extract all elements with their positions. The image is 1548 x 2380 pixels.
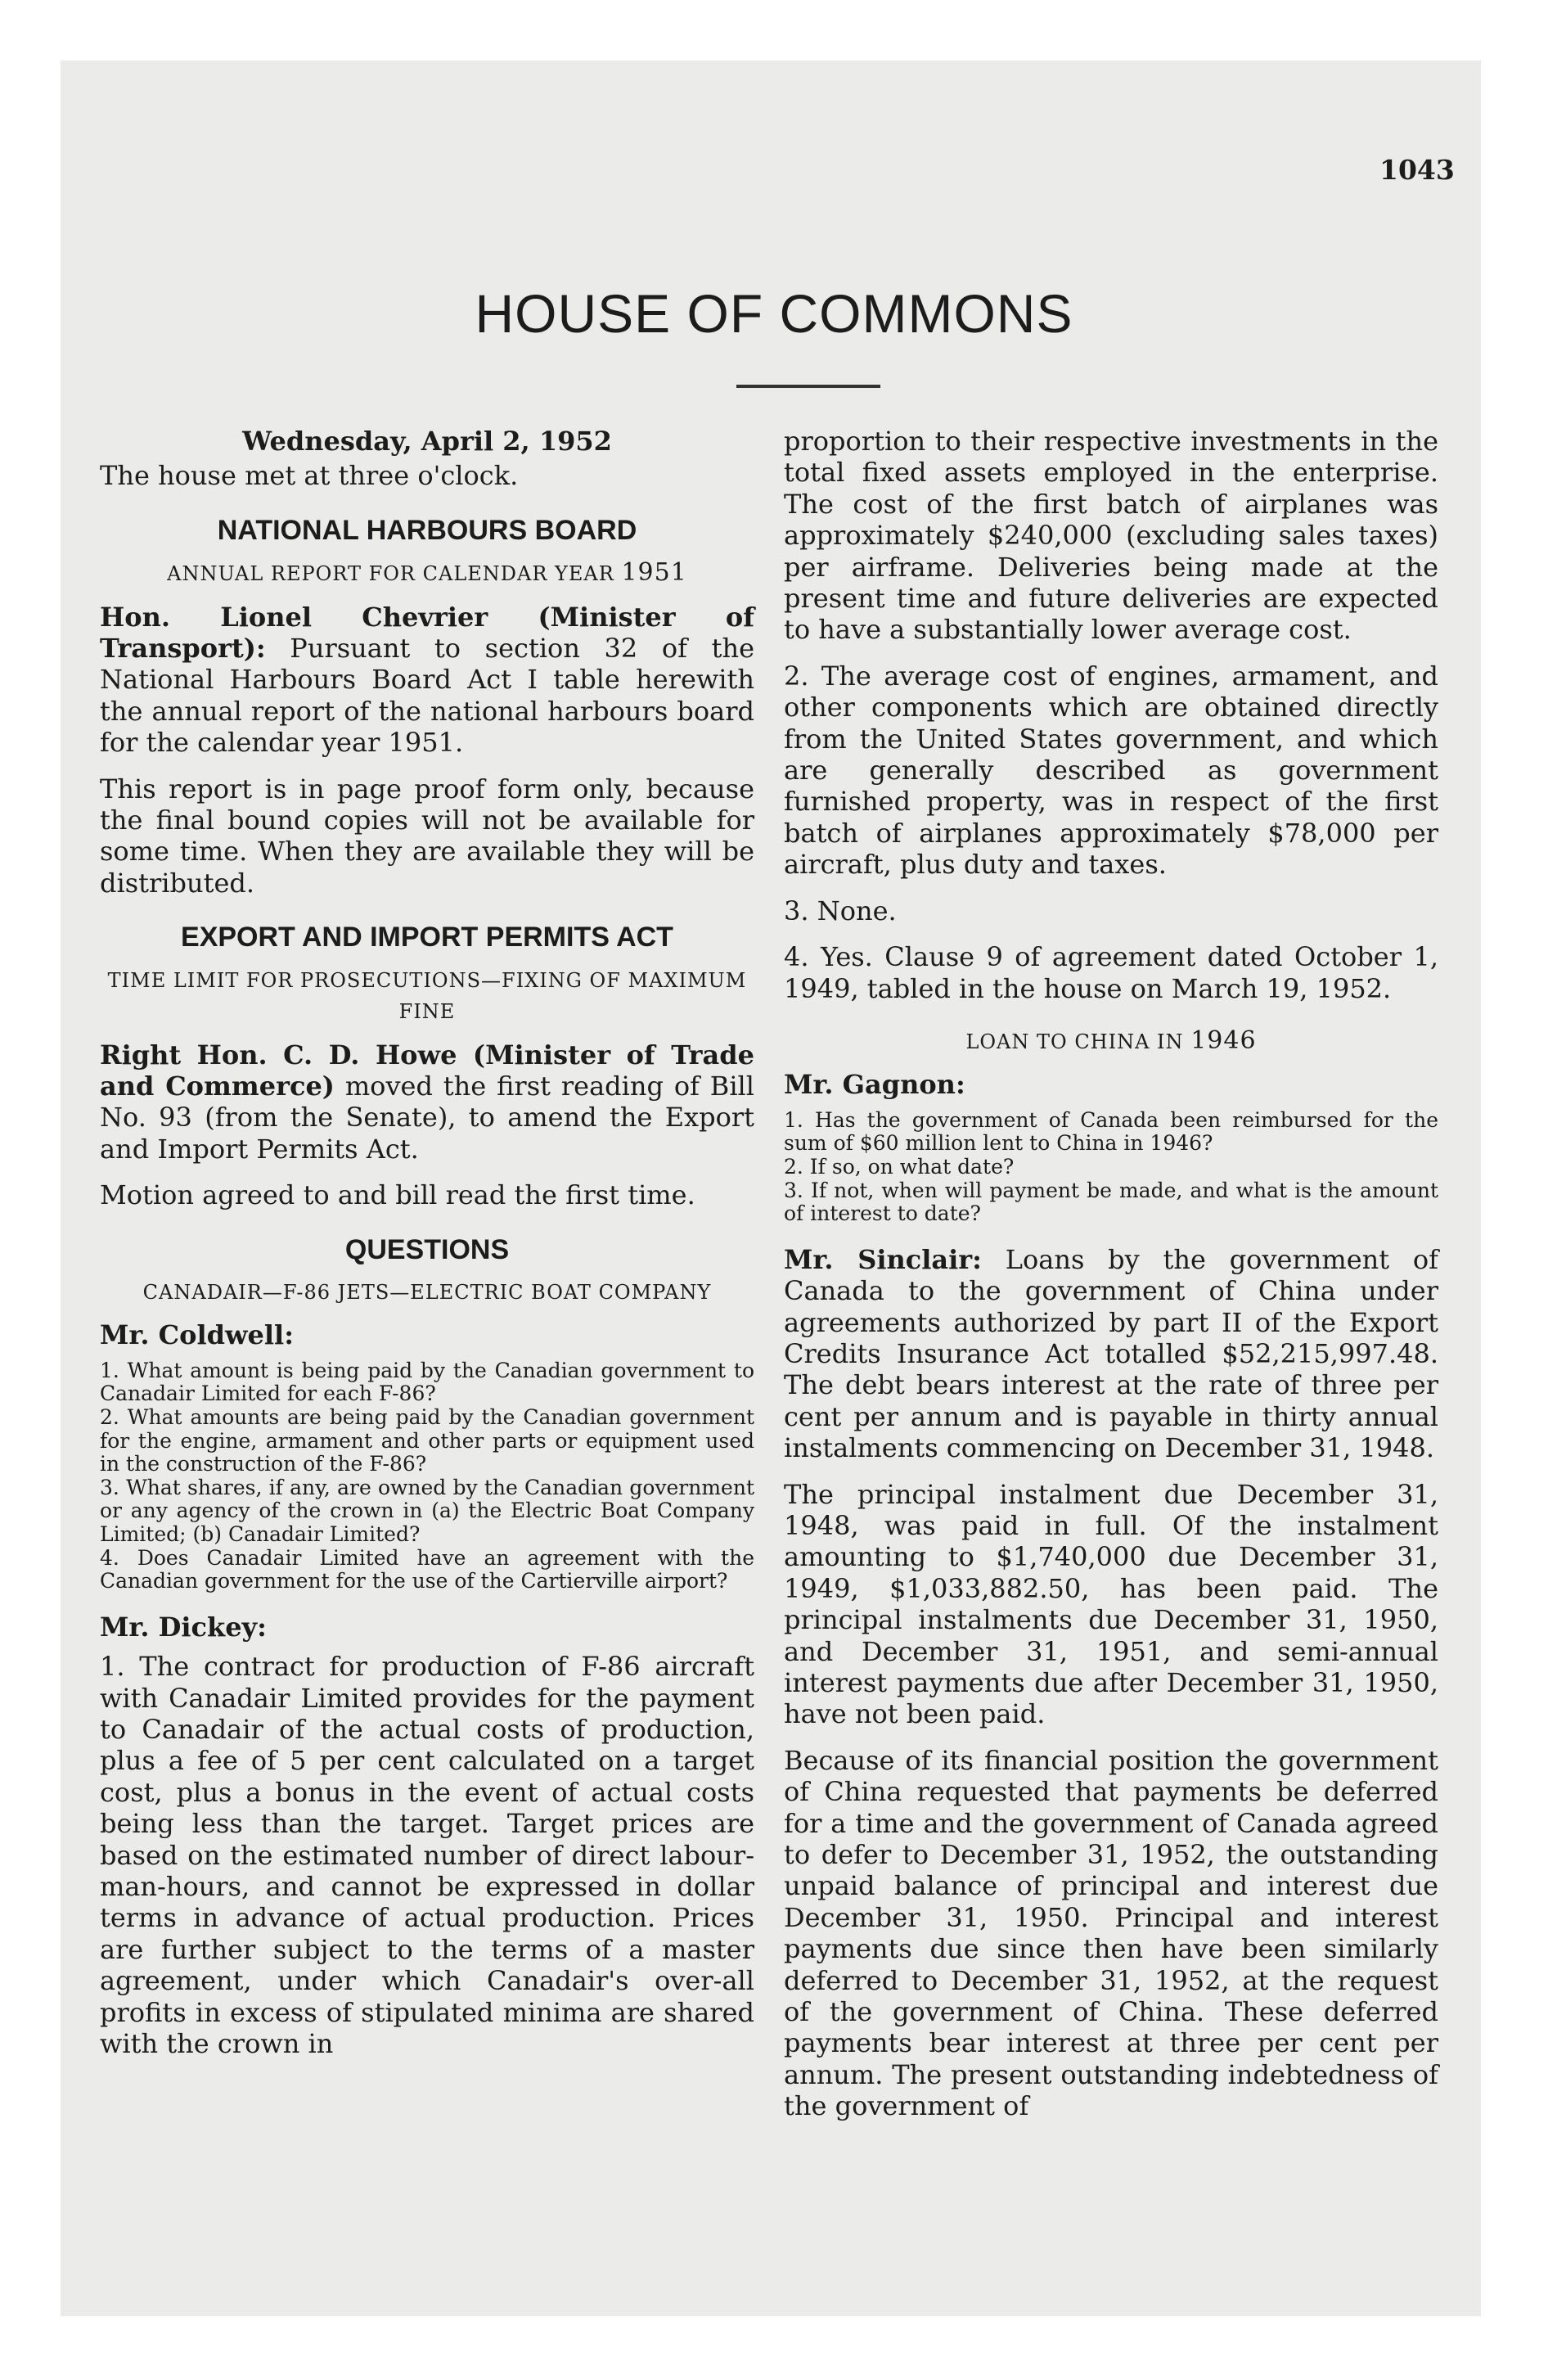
- chevrier-para1: Pursuant to section 32 of the National Harbours Board Act I table herewith the annual report of the national harbours board for the calendar year 1951.: [100, 633, 755, 759]
- loan-china-subheading-year: 1946: [1190, 1025, 1257, 1055]
- question-item: 2. What amounts are being paid by the Canadian government for the engine, armament and other parts or equipment used in the construction of the F-86?: [100, 1404, 754, 1476]
- speaker-coldwell: Mr. Coldwell:: [100, 1319, 294, 1351]
- question-item: 1. What amount is being paid by the Canadian government to Canadair Limited for each F-86?: [100, 1358, 754, 1406]
- national-harbours-subheading-year: 1951: [621, 558, 687, 588]
- question-item: 4. Does Canadair Limited have an agreement with the Canadian government for the use of the Cartierville airport?: [100, 1545, 754, 1593]
- dickey-answer-2: 2. The average cost of engines, armament, and other components which are obtained directly from the United States government, and which are generally described as government furnished property, was in respect of the first batch of airplanes approximately $78,000 per aircraft, plus duty and taxes.: [784, 660, 1438, 881]
- questions-heading: QUESTIONS: [344, 1233, 510, 1265]
- sinclair-para1: Loans by the government of Canada to the government of China under agreements authorized by part II of the Export Credits Insurance Act totalled $52,215,997.48. The debt bears interest at the rate of three per cent per annum and is payable in thirty annual instalments commencing on December 31, 1948.: [784, 1243, 1438, 1464]
- speaker-dickey: Mr. Dickey:: [100, 1611, 267, 1643]
- house-met-text: The house met at three o'clock.: [100, 460, 519, 492]
- export-import-heading: EXPORT AND IMPORT PERMITS ACT: [181, 922, 673, 953]
- loan-china-subheading-text: LOAN TO CHINA IN: [965, 1030, 1184, 1053]
- dickey-answer-3: 3. None.: [784, 895, 897, 926]
- question-item: 3. What shares, if any, are owned by the Canadian government or any agency of the crown in (a) the Electric Boat Company Limited; (b) Canadair Limited?: [100, 1475, 754, 1546]
- left-column: [100, 426, 754, 2074]
- chevrier-para2: This report is in page proof form only, because the final bound copies will not be available for some time. When they are available they will be distributed.: [100, 773, 754, 899]
- page-title: HOUSE OF COMMONS: [475, 283, 1073, 344]
- national-harbours-subheading-text: ANNUAL REPORT FOR CALENDAR YEAR: [167, 562, 614, 586]
- speaker-gagnon: Mr. Gagnon:: [784, 1069, 965, 1101]
- export-import-subheading: TIME LIMIT FOR PROSECUTIONS—FIXING OF MAXIMUM FINE: [107, 968, 747, 1024]
- dickey-answer-continued: proportion to their respective investments in the total fixed assets employed in the enterprise. The cost of the first batch of airplanes was approximately $240,000 (excluding sales taxes) per airframe. Deliveries being made at the present time and future deliveries are expected to have a substantially lower average cost.: [784, 426, 1438, 646]
- canadair-subheading: CANADAIR—F-86 JETS—ELECTRIC BOAT COMPANY: [142, 1280, 712, 1304]
- national-harbours-subheading: [100, 557, 754, 589]
- speaker-howe: Right Hon. C. D. Howe (Minister of Trade and Commerce): [100, 1039, 754, 1102]
- question-item: 3. If not, when will payment be made, and what is the amount of interest to date?: [784, 1178, 1438, 1226]
- speaker-sinclair: Mr. Sinclair:: [784, 1243, 982, 1275]
- title-rule: [736, 385, 880, 388]
- dickey-answer-4: 4. Yes. Clause 9 of agreement dated October 1, 1949, tabled in the house on March 19, 1952.: [784, 941, 1438, 1004]
- national-harbours-heading: NATIONAL HARBOURS BOARD: [217, 514, 637, 546]
- right-column: [784, 426, 1438, 2137]
- howe-motion: [100, 1039, 754, 1165]
- dickey-answer: 1. The contract for production of F-86 aircraft with Canadair Limited provides for the payment to Canadair of the actual costs of production, plus a fee of 5 per cent calculated on a target cost, plus a bonus in the event of actual costs being less than the target. Target prices are based on the estimated number of direct labour-man-hours, and cannot be expressed in dollar terms in advance of actual production. Prices are further subject to the terms of a master agreement, under which Canadair's over-all profits in excess of stipulated minima are shared with the crown in: [100, 1651, 754, 2059]
- chevrier-statement: [100, 602, 754, 759]
- sinclair-para2: The principal instalment due December 31, 1948, was paid in full. Of the instalment amounting to $1,740,000 due December 31, 1949, $1,033,882.50, has been paid. The principal instalments due December 31, 1950, and December 31, 1951, and semi-annual interest payments due after December 31, 1950, have not been paid.: [784, 1478, 1438, 1730]
- question-item: 2. If so, on what date?: [784, 1154, 1015, 1179]
- sitting-date: Wednesday, April 2, 1952: [242, 426, 612, 457]
- speaker-chevrier: Hon. Lionel Chevrier (Minister of Transport):: [100, 601, 754, 665]
- sinclair-answer: [784, 1244, 1438, 1464]
- motion-agreed: Motion agreed to and bill read the first time.: [100, 1179, 695, 1211]
- howe-para1: moved the first reading of Bill No. 93 (from the Senate), to amend the Export and Import Permits Act.: [100, 1070, 755, 1165]
- coldwell-questions: [100, 1359, 754, 1593]
- sinclair-para3: Because of its financial position the government of China requested that payments be deferred for a time and the government of Canada agreed to defer to December 31, 1952, the outstanding unpaid balance of principal and interest due December 31, 1950. Principal and interest payments due since then have been similarly deferred to December 31, 1952, at the request of the government of China. These deferred payments bear interest at three per cent per annum. The present outstanding indebtedness of the government of: [784, 1744, 1438, 2122]
- page-number: 1043: [1379, 154, 1455, 186]
- question-item: 1. Has the government of Canada been reimbursed for the sum of $60 million lent to China in 1946?: [784, 1107, 1438, 1156]
- gagnon-questions: [784, 1109, 1438, 1226]
- loan-china-subheading: [784, 1025, 1438, 1057]
